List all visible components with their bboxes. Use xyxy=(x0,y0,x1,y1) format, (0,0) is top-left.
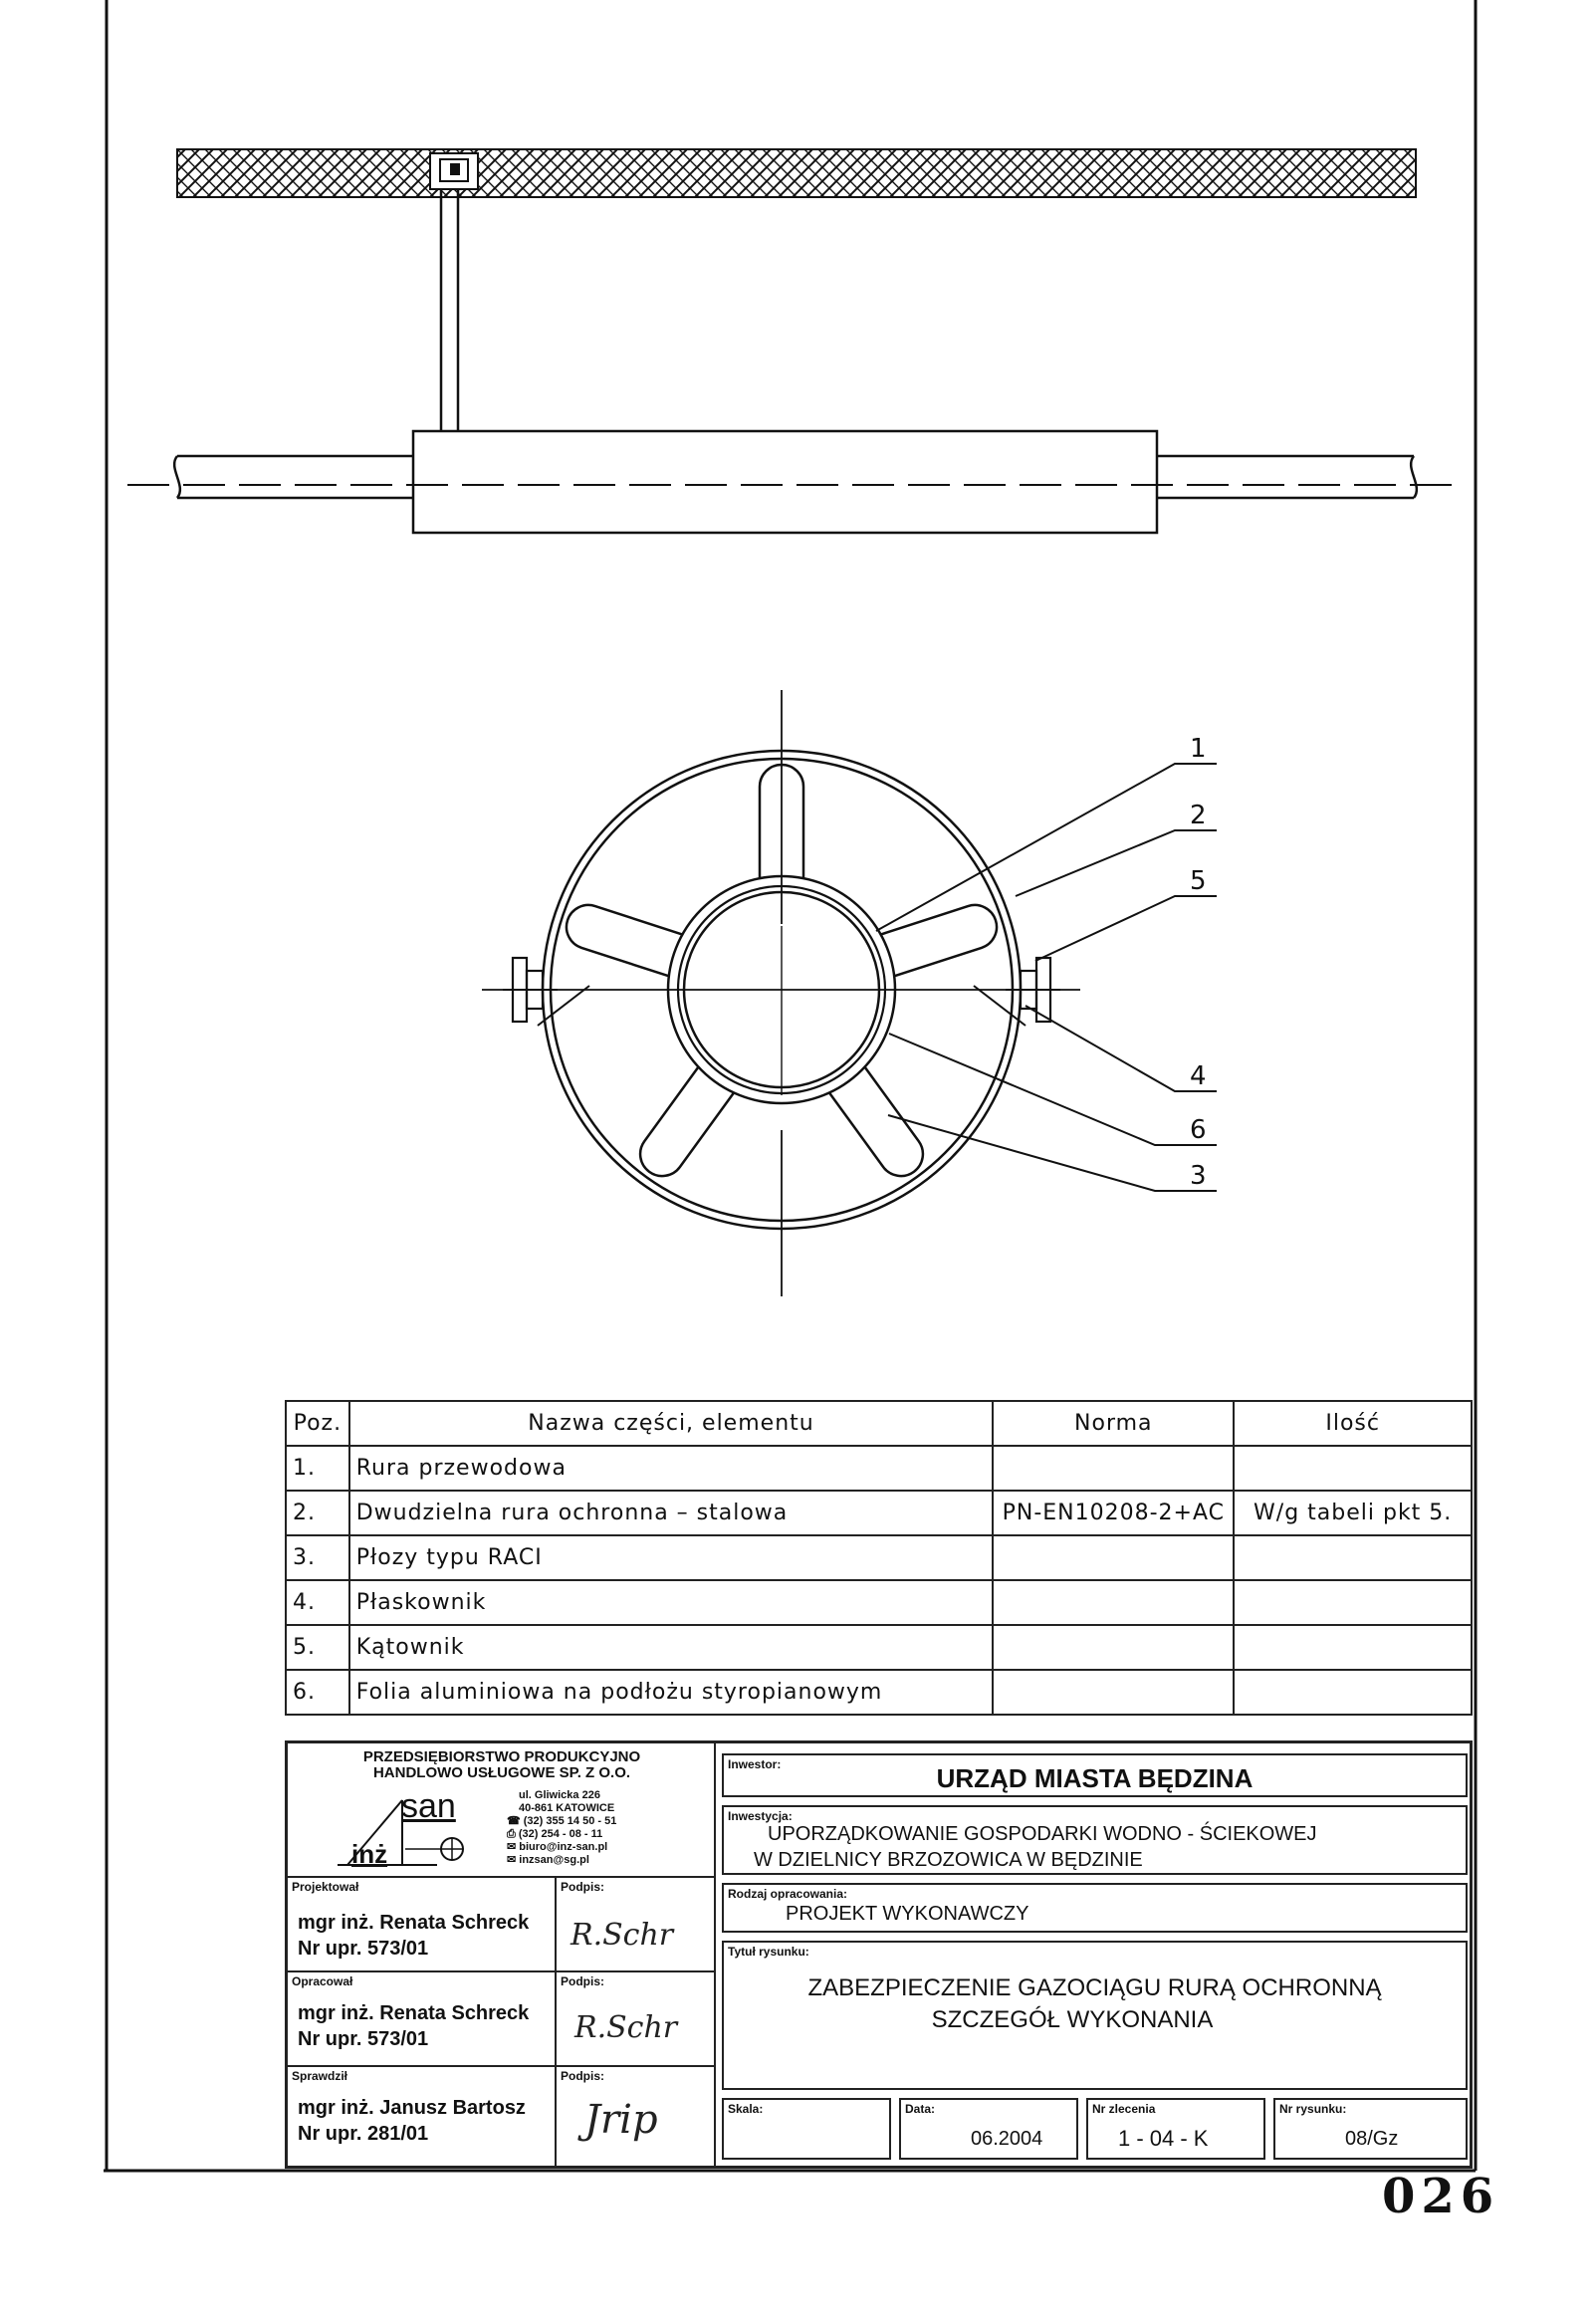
title-block xyxy=(285,1740,1473,2169)
callout-3: 3 xyxy=(1190,1161,1207,1191)
cell-name: Kątownik xyxy=(349,1625,994,1670)
parts-table xyxy=(285,1400,1473,1716)
sprawdzil-sign-cell xyxy=(557,2067,716,2166)
rysunku-value: 08/Gz xyxy=(1345,2128,1399,2150)
mail-icon: ✉ xyxy=(507,1854,520,1866)
signature-projektowal: R.Schr xyxy=(570,1918,674,1953)
projektowal-sign-cell xyxy=(557,1878,716,1972)
table-row xyxy=(286,1491,1472,1535)
data-value: 06.2004 xyxy=(971,2128,1043,2150)
header-ilosc: Ilość xyxy=(1234,1401,1472,1446)
ground-slab xyxy=(177,149,1416,197)
rodzaj-value: PROJEKT WYKONAWCZY xyxy=(786,1903,1029,1925)
logo-san-text: san xyxy=(401,1787,456,1825)
cell-ilosc xyxy=(1234,1580,1472,1625)
inwestycja-line2: W DZIELNICY BRZOZOWICA W BĘDZINIE xyxy=(754,1849,1143,1871)
company-name-line1: PRZEDSIĘBIORSTWO PRODUKCYJNO xyxy=(362,1748,641,1765)
tytul-label: Tytuł rysunku: xyxy=(728,1945,809,1959)
cell-poz: 1. xyxy=(286,1446,349,1491)
projektowal-nr: Nr upr. 573/01 xyxy=(298,1938,429,1960)
fax-icon: ⎙ xyxy=(507,1828,519,1840)
callout-5: 5 xyxy=(1190,866,1207,896)
tytul-cell xyxy=(722,1941,1468,2090)
cell-norma: PN-EN10208-2+AC xyxy=(993,1491,1234,1535)
inwestycja-line1: UPORZĄDKOWANIE GOSPODARKI WODNO - ŚCIEKOWEJ xyxy=(768,1823,1317,1845)
cell-name: Rura przewodowa xyxy=(349,1446,994,1491)
cell-norma xyxy=(993,1670,1234,1715)
cell-ilosc xyxy=(1234,1446,1472,1491)
cell-name: Folia aluminiowa na podłożu styropianowym xyxy=(349,1670,994,1715)
opracowal-sign-cell xyxy=(557,1972,716,2067)
signature-opracowal: R.Schr xyxy=(574,2010,678,2045)
inwestycja-label: Inwestycja: xyxy=(728,1809,793,1823)
sprawdzil-cell xyxy=(288,2067,557,2166)
rodzaj-cell xyxy=(722,1883,1468,1933)
protective-casing xyxy=(413,431,1157,533)
opracowal-name: mgr inż. Renata Schreck xyxy=(298,2002,530,2024)
company-name-line2: HANDLOWO USŁUGOWE SP. Z O.O. xyxy=(372,1764,631,1781)
company-cell xyxy=(288,1743,716,1878)
company-email2 xyxy=(507,1854,589,1866)
cell-ilosc: W/g tabeli pkt 5. xyxy=(1234,1491,1472,1535)
podpis-label: Podpis: xyxy=(561,2069,604,2083)
opracowal-cell xyxy=(288,1972,557,2067)
company-tel-value: (32) 355 14 50 - 51 xyxy=(523,1815,617,1827)
phone-icon: ☎ xyxy=(507,1815,524,1827)
header-norma: Norma xyxy=(993,1401,1234,1446)
inwestor-label: Inwestor: xyxy=(728,1757,782,1771)
cell-poz: 5. xyxy=(286,1625,349,1670)
skala-cell xyxy=(722,2098,891,2160)
inwestor-value: URZĄD MIASTA BĘDZINA xyxy=(936,1763,1254,1793)
podpis-label: Podpis: xyxy=(561,1974,604,1988)
opracowal-label: Opracował xyxy=(292,1974,353,1988)
zlecenia-value: 1 - 04 - K xyxy=(1118,2126,1209,2151)
sprawdzil-label: Sprawdził xyxy=(292,2069,348,2083)
projektowal-cell xyxy=(288,1878,557,1972)
zlecenia-cell xyxy=(1086,2098,1265,2160)
inwestor-cell xyxy=(722,1753,1468,1797)
callout-1: 1 xyxy=(1190,734,1207,764)
cell-norma xyxy=(993,1625,1234,1670)
opracowal-nr: Nr upr. 573/01 xyxy=(298,2028,429,2050)
podpis-label: Podpis: xyxy=(561,1880,604,1894)
table-header-row xyxy=(286,1401,1472,1446)
sheet-number: 026 xyxy=(1382,2169,1500,2224)
company-tel xyxy=(507,1815,616,1827)
cell-norma xyxy=(993,1446,1234,1491)
callout-2: 2 xyxy=(1190,801,1207,830)
skala-label: Skala: xyxy=(728,2102,764,2116)
cell-ilosc xyxy=(1234,1625,1472,1670)
inwestycja-cell xyxy=(722,1805,1468,1875)
table-row xyxy=(286,1670,1472,1715)
callout-6: 6 xyxy=(1190,1115,1207,1145)
data-cell xyxy=(899,2098,1078,2160)
sprawdzil-nr: Nr upr. 281/01 xyxy=(298,2123,429,2145)
zlecenia-label: Nr zlecenia xyxy=(1092,2102,1156,2116)
company-email2-value: inzsan@sg.pl xyxy=(519,1854,589,1866)
cell-name: Płozy typu RACI xyxy=(349,1535,994,1580)
marker-core xyxy=(450,163,460,175)
table-row xyxy=(286,1535,1472,1580)
cell-poz: 6. xyxy=(286,1670,349,1715)
cell-norma xyxy=(993,1580,1234,1625)
cross-section xyxy=(482,690,1080,1296)
company-email1-value: biuro@inz-san.pl xyxy=(519,1841,608,1853)
data-label: Data: xyxy=(905,2102,936,2116)
cell-name: Płaskownik xyxy=(349,1580,994,1625)
tytul-line2: SZCZEGÓŁ WYKONANIA xyxy=(931,2006,1214,2033)
callout-4: 4 xyxy=(1190,1061,1207,1091)
cell-poz: 4. xyxy=(286,1580,349,1625)
cell-ilosc xyxy=(1234,1535,1472,1580)
rysunku-label: Nr rysunku: xyxy=(1279,2102,1347,2116)
rysunku-cell xyxy=(1273,2098,1468,2160)
company-fax xyxy=(507,1828,602,1840)
table-row xyxy=(286,1446,1472,1491)
company-city: 40-861 KATOWICE xyxy=(519,1802,615,1814)
company-email1 xyxy=(507,1841,607,1853)
company-street: ul. Gliwicka 226 xyxy=(519,1789,600,1801)
cell-norma xyxy=(993,1535,1234,1580)
cell-name: Dwudzielna rura ochronna – stalowa xyxy=(349,1491,994,1535)
cell-poz: 2. xyxy=(286,1491,349,1535)
leader-lines xyxy=(876,764,1217,1191)
header-name: Nazwa części, elementu xyxy=(349,1401,994,1446)
table-row xyxy=(286,1625,1472,1670)
cell-ilosc xyxy=(1234,1670,1472,1715)
projektowal-label: Projektował xyxy=(292,1880,359,1894)
sprawdzil-name: mgr inż. Janusz Bartosz xyxy=(298,2097,526,2119)
company-fax-value: (32) 254 - 08 - 11 xyxy=(518,1828,603,1840)
logo-inz-text: inż xyxy=(351,1839,388,1869)
table-row xyxy=(286,1580,1472,1625)
tytul-line1: ZABEZPIECZENIE GAZOCIĄGU RURĄ OCHRONNĄ xyxy=(807,1974,1382,2001)
header-poz: Poz. xyxy=(286,1401,349,1446)
cell-poz: 3. xyxy=(286,1535,349,1580)
projektowal-name: mgr inż. Renata Schreck xyxy=(298,1912,530,1934)
signature-sprawdzil: Jrip xyxy=(584,2097,658,2143)
rodzaj-label: Rodzaj opracowania: xyxy=(728,1887,848,1901)
mail-icon: ✉ xyxy=(507,1841,520,1853)
